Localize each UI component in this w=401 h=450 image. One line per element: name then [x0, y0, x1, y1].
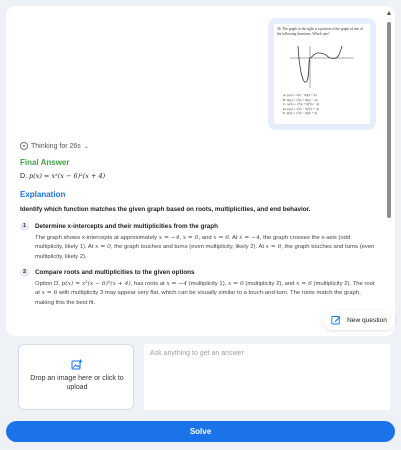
step-number: 1 — [20, 222, 29, 231]
uploaded-image-card[interactable] — [268, 18, 376, 130]
scrollbar-thumb[interactable] — [387, 22, 391, 218]
chat-panel — [6, 6, 395, 336]
chat-scroll-area[interactable] — [6, 6, 383, 336]
step-title: Compare roots and multiplicities to the given options — [35, 269, 195, 276]
uploaded-image — [274, 24, 370, 124]
bulb-icon — [20, 142, 28, 150]
function-graph — [288, 44, 356, 90]
new-question-label: New question — [347, 316, 387, 324]
final-answer-expression: p(x) = x²(x − 6)²(x + 4) — [28, 172, 106, 180]
step-body: The graph shows x-intercepts at approximately x = −4, x = 0, and x = 6. At x = −4, the graph crosses the x-axis (odd multiplicity, likely 1). At x = 0, the graph touches and turns (even multiplicity, likely 2). At x = 6, the graph touches and turns (even multiplicity, likely 2). — [35, 235, 375, 260]
image-drop-zone[interactable] — [18, 344, 134, 410]
final-answer-heading: Final Answer — [20, 158, 70, 167]
final-answer-letter: D. — [20, 173, 27, 180]
new-question-button[interactable] — [323, 310, 395, 330]
step-body: Option D, p(x) = x²(x − 6)²(x + 4), has roots at x = −4 (multiplicity 1), x = 0 (multiplicity 2), and x = 6 (multiplicity 2). The root at x = 6 with multiplicity 3 may appear very flat, which can be visually similar to a touch-and-turn. The roots match the graph, making this the best fit. — [35, 281, 375, 306]
chevron-down-icon: ⌄ — [83, 143, 89, 150]
final-answer — [20, 172, 105, 180]
explanation-intro: Identify which function matches the given graph based on roots, multiplicities, and end behavior. — [20, 206, 311, 213]
solve-button[interactable]: Solve — [6, 421, 395, 442]
explanation-heading: Explanation — [20, 190, 66, 199]
scroll-up-icon[interactable]: ▲ — [385, 10, 393, 17]
thinking-label: Thinking for 26s — [31, 142, 81, 150]
question-text: 36. The graph to the right is a portion of the graph of one of the following functions. Which one? — [277, 27, 363, 36]
image-upload-icon — [71, 359, 83, 371]
drop-zone-label: Drop an image here or click to upload — [30, 375, 124, 391]
step-number: 2 — [20, 268, 29, 277]
ask-input[interactable] — [144, 344, 390, 410]
answer-choices: A. p(x) = x(x − 6)(x + 4) B. h(x) = x²(x + 6)(x − 4) C. w(x) = x²(x + 6)²(x − 4) D. p(x) = x²(x − 6)²(x + 4) E. g(x) = x²(x − 6)(x + 4) — [283, 93, 320, 116]
thinking-toggle[interactable] — [20, 142, 89, 150]
pencil-square-icon — [331, 315, 341, 325]
input-area — [6, 336, 395, 416]
step-title: Determine x-intercepts and their multiplicities from the graph — [35, 223, 218, 230]
chat-scrollbar[interactable] — [385, 10, 393, 332]
